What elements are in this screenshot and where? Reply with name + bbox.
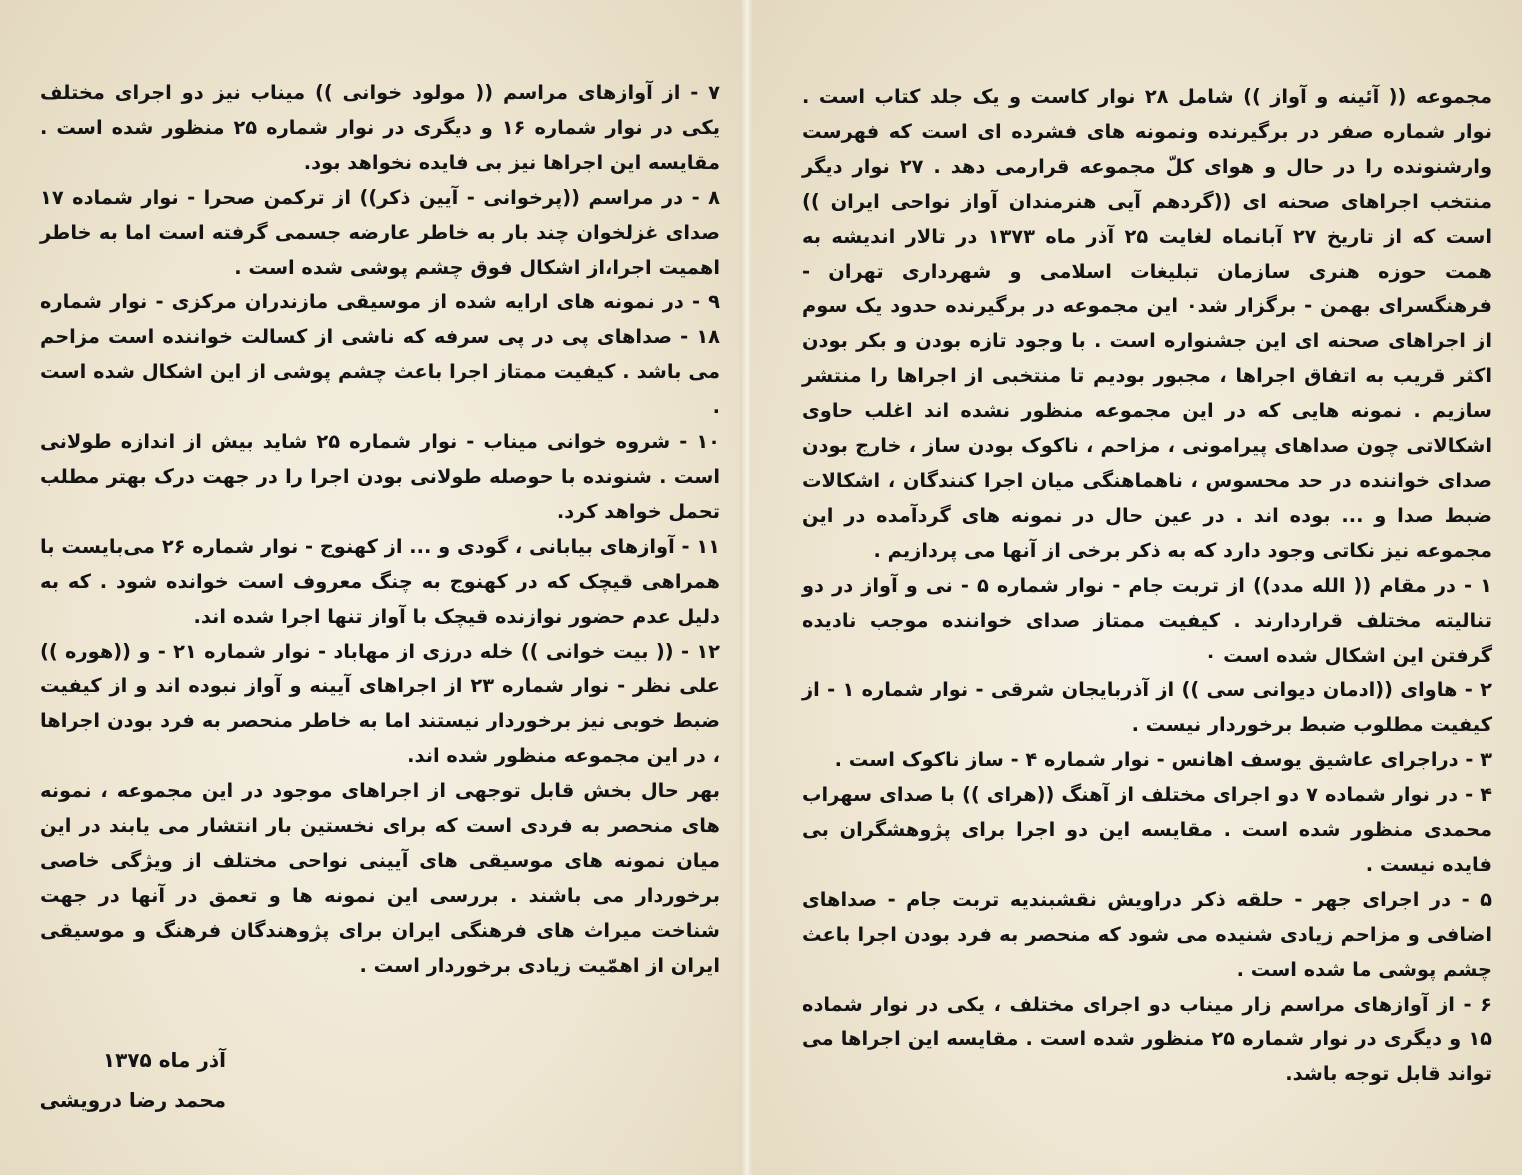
left-paragraph-9: ۹ - در نمونه های ارایه شده از موسیقی مازندران مرکزی - نوار شماره ۱۸ - صداهای پی در پی سرفه که ناشی از کسالت خواننده است مزاحم می باشد . کیفیت ممتاز اجرا باعث چشم پوشی از این اشکال شده است . (40, 290, 720, 419)
left-paragraph-11: ۱۱ - آوازهای بیابانی ، گودی و ... از کهنوج - نوار شماره ۲۶ می‌بایست با همراهی قیچک که در کهنوج به چنگ معروف است خوانده شود . که به دلیل عدم حضور نوازنده قیچک با آواز تنها اجرا شده اند. (40, 534, 720, 628)
signature-date: آذر ماه ۱۳۷۵ (102, 1048, 226, 1072)
left-paragraph-conclusion: بهر حال بخش قابل توجهی از اجراهای موجود در این مجموعه ، نمونه های منحصر به فردی است که برای نخستین بار انتشار می یابند در این میان نمونه های موسیقی های آیینی نواحی مختلف از ویژگی خاصی برخوردار می باشند . بررسی این نمونه ها و تعمق در آنها در جهت شناخت میراث های فرهنگی ایران برای پژوهندگان فرهنگ و موسیقی ایران از اهمّیت زیادی برخوردار است . (40, 779, 720, 977)
right-text-column (802, 80, 1492, 1092)
right-paragraph-4: ۴ - در نوار شماده ۷ دو اجرای مختلف از آهنگ ((هرای )) با صدای سهراب محمدی منظور شده است . مقایسه این دو اجرا برای پژوهشگران بی فایده نیست . (802, 783, 1492, 876)
signature-block (36, 1040, 226, 1120)
left-paragraph-10: ۱۰ - شروه خوانی میناب - نوار شماره ۲۵ شاید بیش از اندازه طولانی است . شنونده با حوصله طولانی بودن اجرا را در جهت درک بهتر مطلب تحمل خواهد کرد. (40, 430, 720, 523)
left-paragraph-8: ۸ - در مراسم ((پرخوانی - آیین ذکر)) از ترکمن صحرا - نوار شماده ۱۷ صدای غزلخوان چند بار به خاطر عارضه جسمی گرفته است اما به خاطر اهمیت اجرا،از اشکال فوق چشم پوشی شده است . (40, 185, 720, 279)
right-paragraph-6: ۶ - از آوازهای مراسم زار میناب دو اجرای مختلف ، یکی در نوار شماده ۱۵ و دیگری در نوار شماره ۲۵ منظور شده است . مقایسه این اجراها می تواند قابل توجه باشد. (802, 992, 1492, 1086)
right-paragraph-3: ۳ - دراجرای عاشیق یوسف اهانس - نوار شماره ۴ - ساز ناکوک است . (834, 748, 1492, 772)
right-paragraph-5: ۵ - در اجرای جهر - حلقه ذکر دراویش نقشبندیه تربت جام - صداهای اضافی و مزاحم زیادی شنیده می شود که منحصر به فرد بودن اجرا باعث چشم پوشی ما شده است . (802, 887, 1492, 981)
right-paragraph-intro: مجموعه (( آئینه و آواز )) شامل ۲۸ نوار کاست و یک جلد کتاب است . نوار شماره صفر در برگیرنده ونمونه های فشرده ای است که فهرست وارشنونده را در حال و هوای کلّ مجموعه قرارمی دهد . ۲۷ نوار دیگر منتخب اجراهای صحنه ای ((گردهم آیی هنرمندان آواز نواحی ایران )) است که از تاریخ ۲۷ آبانماه لغایت ۲۵ آذر ماه ۱۳۷۳ در تالار اندیشه به همت حوزه هنری سازمان تبلیغات اسلامی و شهرداری تهران - فرهنگسرای بهمن - برگزار شد٠ این مجموعه در برگیرنده حدود یک سوم از اجراهای صحنه ای این جشنواره است . با وجود تازه بودن و بکر بودن اکثر قریب به اتفاق اجراها ، مجبور بودیم تا منتخبی از اجراها را منتشر سازیم . نمونه هایی که در این مجموعه منظور نشده اند اغلب حاوی اشکالاتی چون صداهای پیرامونی ، مزاحم ، ناکوک بودن ساز ، خارج بودن صدای خواننده در حد محسوس ، ناهماهنگی میان اجرا کنندگان ، اشکالات ضبط صدا و ... بوده اند . در عین حال در نمونه های گردآمده در این مجموعه نیز نکاتی وجود دارد که به ذکر برخی از آنها می پردازیم . (802, 85, 1492, 562)
right-paragraph-1: ۱ - در مقام (( الله مدد)) از تربت جام - نوار شماره ۵ - نی و آواز در دو تنالیته مختلف قراردارند . کیفیت ممتاز صدای خواننده موجب نادیده گرفتن این اشکال شده است ٠ (802, 573, 1492, 667)
right-paragraph-2: ۲ - هاوای ((ادمان دیوانی سی )) از آذربایجان شرقی - نوار شماره ۱ - از کیفیت مطلوب ضبط برخوردار نیست . (802, 678, 1492, 737)
left-paragraph-12: ۱۲ - (( بیت خوانی )) خله درزی از مهاباد - نوار شماره ۲۱ - و ((هوره )) علی نظر - نوار شماره ۲۳ از اجراهای آیینه و آواز نبوده اند و از کیفیت ضبط خوبی نیز برخوردار نیستند اما به خاطر منحصر به فرد بودن اجراها ، در این مجموعه منظور شده اند. (40, 639, 720, 768)
left-text-column (40, 76, 720, 984)
left-paragraph-7: ۷ - از آوازهای مراسم (( مولود خوانی )) میناب نیز دو اجرای مختلف یکی در نوار شماره ۱۶ و دیگری در نوار شماره ۲۵ منظور شده است . مقایسه این اجراها نیز بی فایده نخواهد بود. (40, 81, 720, 174)
signature-author: محمد رضا درویشی (39, 1088, 226, 1112)
